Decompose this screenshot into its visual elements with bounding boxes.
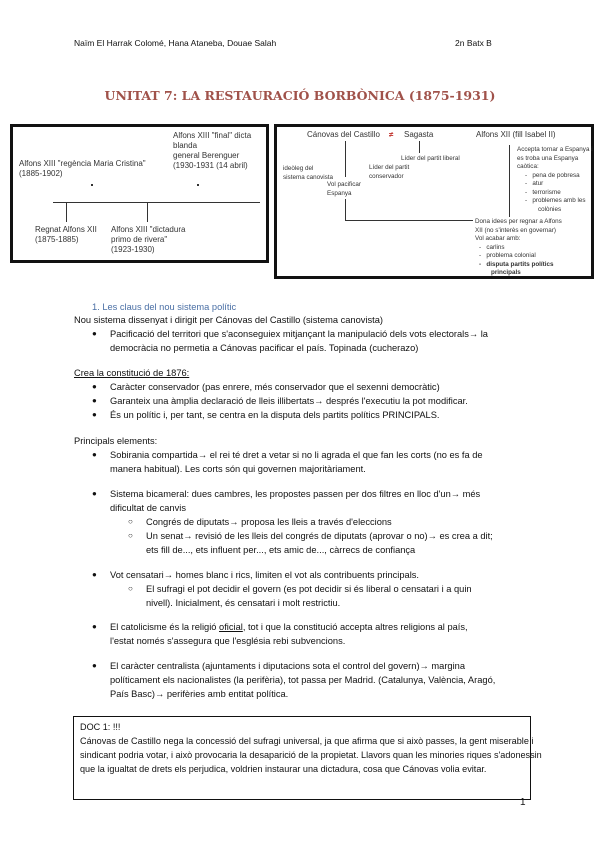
list-item: Sistema bicameral: dues cambres, les propostes passen per dos filtres en lloc d'un→ més [110, 489, 481, 499]
node-regnat: Regnat Alfons XII (1875-1885) [35, 225, 97, 244]
doc-line: Cánovas de Castillo nega la concessió del sufragi universal, ja que afirma que si això passes, la gent miserable i [80, 736, 534, 746]
node-accepta: Accepta tornar a Espanya i es troba una Espanya caòtica: - pena de pobresa - atur - terrorisme - problemes amb les colònies [517, 146, 593, 213]
list-item: l'estat només s'assegura que l'església rebi subvencions. [110, 636, 346, 646]
circle-bullet-icon: ○ [128, 531, 133, 540]
node-alfons: Alfons XII (fill Isabel II) [476, 130, 556, 139]
list-item: Garanteix una àmplia declaració de lleis illibertats→ després l'executiu la pot modificar. [110, 396, 468, 406]
arrow-pacificar [345, 141, 346, 177]
page-title: UNITAT 7: LA RESTAURACIÓ BORBÒNICA (1875-1931) [104, 88, 496, 103]
node-final: Alfons XIII "final" dicta blanda general Berenguer (1930-1931 (14 abril) [173, 131, 252, 170]
list-item: És un polític i, per tant, se centra en la disputa dels partits polítics PRINCIPALS. [110, 410, 440, 420]
list-item: El caràcter centralista (ajuntaments i diputacions sota el control del govern)→ margina [110, 661, 466, 671]
circle-bullet-icon: ○ [128, 584, 133, 593]
subheading: Principals elements: [74, 436, 158, 446]
bullet-icon: ● [92, 489, 97, 498]
list-item: ets fill de..., ets influent per..., ets amic de..., càrrecs de confiança [146, 545, 416, 555]
timeline-line [53, 202, 260, 203]
bullet-icon: ● [92, 450, 97, 459]
list-item: Vot censatari→ homes blanc i rics, limiten el vot als contribuents principals. [110, 570, 419, 580]
bullet-icon: ● [92, 410, 97, 419]
node-dictadura: Alfons XIII "dictadura primo de rivera" (1923-1930) [111, 225, 186, 254]
authors: Naïm El Harrak Colomé, Hana Ataneba, Douae Salah [74, 38, 277, 48]
node-sagasta: Sagasta [404, 130, 434, 139]
doc-line: que la igualtat de drets els perjudica, voldrien instaurar una dictadura, cosa que Cánovas volia evitar. [80, 764, 487, 774]
subheading: Crea la constitució de 1876: [74, 368, 190, 378]
section-heading: 1. Les claus del nou sistema polític [92, 302, 237, 312]
bullet-icon: ● [92, 396, 97, 405]
list-item: Sobirania compartida→ el rei té dret a vetar si no li agrada el que fan les corts (no es fa de [110, 450, 483, 460]
timeline-diagram [10, 124, 269, 263]
list-item: nivell). Inicialment, és censatari i molt restrictiu. [146, 598, 341, 608]
not-equal-icon: ≠ [389, 130, 394, 139]
node-pacificar: Vol pacificar Espanya [327, 181, 361, 197]
doc-box [73, 716, 542, 800]
node-regencia: Alfons XIII "regència Maria Cristina" (1885-1902) [19, 159, 146, 178]
list-item: políticament els nacionalistes (la perifèria), tot passa per Madrid. (Catalunya, València, Aragó, [110, 675, 496, 685]
node-lider-liberal: Líder del partit liberal [401, 155, 460, 162]
paragraph: Pacificació del territori que s'aconseguiex mitjançant la manipulació dels vots electorals→ la [110, 329, 488, 339]
bullet-icon: ● [92, 622, 97, 631]
bullet-icon: ● [92, 661, 97, 670]
node-canovas: Cánovas del Castillo [307, 130, 380, 139]
list-item: El catolicisme és la religió oficial, tot i que la constitució accepta altres religions al país, [110, 622, 468, 632]
concept-diagram [274, 124, 594, 279]
list-item: País Basc)→ perifèries amb entitat política. [110, 689, 289, 699]
list-item: manera habitual). Les corts són qui governen majoritàriament. [110, 464, 366, 474]
bullet-icon: ● [92, 570, 97, 579]
arrow-dona [345, 220, 473, 221]
doc-title: DOC 1: !!! [80, 722, 121, 732]
list-item: Un senat→ revisió de les lleis del congrés de diputats (aprovar o no)→ es crea a dit; [146, 531, 493, 541]
arrow-regnat [66, 202, 67, 222]
list-item: Caràcter conservador (pas enrere, més conservador que el sexenni democràtic) [110, 382, 440, 392]
circle-bullet-icon: ○ [128, 517, 133, 526]
intro-text: Nou sistema dissenyat i dirigit per Cánovas del Castillo (sistema canovista) [74, 315, 383, 325]
node-dona: Dona idees per regnar a Alfons XII (no s'interès en governar) Vol acabar amb: - carlins - problema colonial - disputa partits polítics principals [475, 218, 562, 276]
bullet-icon: ● [92, 382, 97, 391]
doc-line: sindicant podria votar, i això provocaria la desaparició de la propietat. Llavors quan les minories riques s'adonessin [80, 750, 542, 760]
list-item: El sufragi el pot decidir el govern (es pot decidir si és liberal o censatari i a quin [146, 584, 472, 594]
class-label: 2n Batx B [455, 38, 492, 48]
bullet-icon: ● [92, 329, 97, 338]
arrow-dictadura [147, 202, 148, 222]
list-item: Congrés de diputats→ proposa les lleis a través d'eleccions [146, 517, 392, 527]
node-lider-conservador: Líder del partit conservador [369, 164, 410, 180]
paragraph: democràcia no permetia a Cánovas pacificar el país. Topinada (cucherazo) [110, 343, 419, 353]
list-item: dificultat de canvis [110, 503, 186, 513]
node-ideoleg: ideòleg del sistema canovista [283, 165, 334, 181]
page-number: 1 [520, 797, 526, 808]
